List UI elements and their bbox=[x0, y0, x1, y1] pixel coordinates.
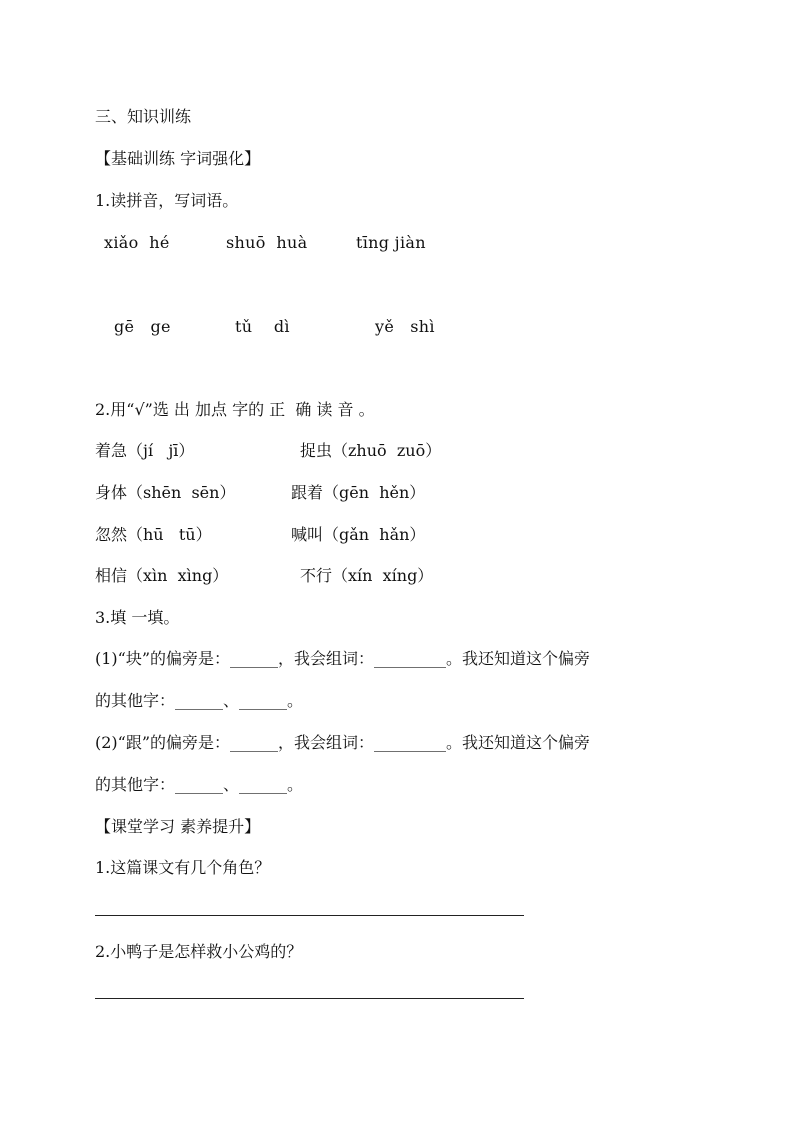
basic-training-heading: 【基础训练 字词强化】 bbox=[95, 149, 261, 168]
reading-choice-zhaoji[interactable]: 着急（jí jī） bbox=[95, 441, 195, 460]
q3-prompt: 3.填 一填。 bbox=[95, 608, 180, 627]
answer-line-q2[interactable] bbox=[95, 998, 524, 999]
q1-prompt: 1.读拼音，写词语。 bbox=[95, 191, 239, 210]
reading-choice-buxing[interactable]: 不行（xín xíng） bbox=[300, 566, 434, 585]
q3-part1-line1[interactable]: (1)“块”的偏旁是：______，我会组词：_________。我还知道这个偏旁 bbox=[95, 649, 591, 668]
reading-choice-huran[interactable]: 忽然（hū tū） bbox=[95, 525, 212, 544]
reading-choice-hanjiao[interactable]: 喊叫（gǎn hǎn） bbox=[291, 525, 426, 544]
class-q2: 2.小鸭子是怎样救小公鸡的？ bbox=[95, 942, 303, 961]
q3-part2-line1[interactable]: (2)“跟”的偏旁是：______，我会组词：_________。我还知道这个偏旁 bbox=[95, 733, 591, 752]
pinyin-ye-shi: yě shì bbox=[375, 317, 435, 336]
class-q1: 1.这篇课文有几个角色？ bbox=[95, 858, 271, 877]
pinyin-tu-di: tǔ dì bbox=[235, 317, 290, 336]
class-learning-heading: 【课堂学习 素养提升】 bbox=[95, 817, 261, 836]
q3-part1-line2[interactable]: 的其他字：______、______。 bbox=[95, 691, 304, 710]
section-title: 三、知识训练 bbox=[95, 107, 192, 126]
pinyin-shuo-hua: shuō huà bbox=[226, 233, 308, 252]
q2-prompt: 2.用“√”选 出 加点 字的 正 确 读 音 。 bbox=[95, 400, 375, 419]
pinyin-xiao-he: xiǎo hé bbox=[104, 233, 170, 252]
q3-part2-line2[interactable]: 的其他字：______、______。 bbox=[95, 775, 304, 794]
pinyin-ge-ge: gē ge bbox=[114, 317, 171, 336]
reading-choice-zhuochong[interactable]: 捉虫（zhuō zuō） bbox=[300, 441, 442, 460]
answer-line-q1[interactable] bbox=[95, 915, 524, 916]
pinyin-ting-jian: tīng jiàn bbox=[356, 233, 426, 252]
reading-choice-genzhe[interactable]: 跟着（gēn hěn） bbox=[291, 483, 426, 502]
reading-choice-shenti[interactable]: 身体（shēn sēn） bbox=[95, 483, 236, 502]
reading-choice-xiangxin[interactable]: 相信（xìn xìng） bbox=[95, 566, 229, 585]
